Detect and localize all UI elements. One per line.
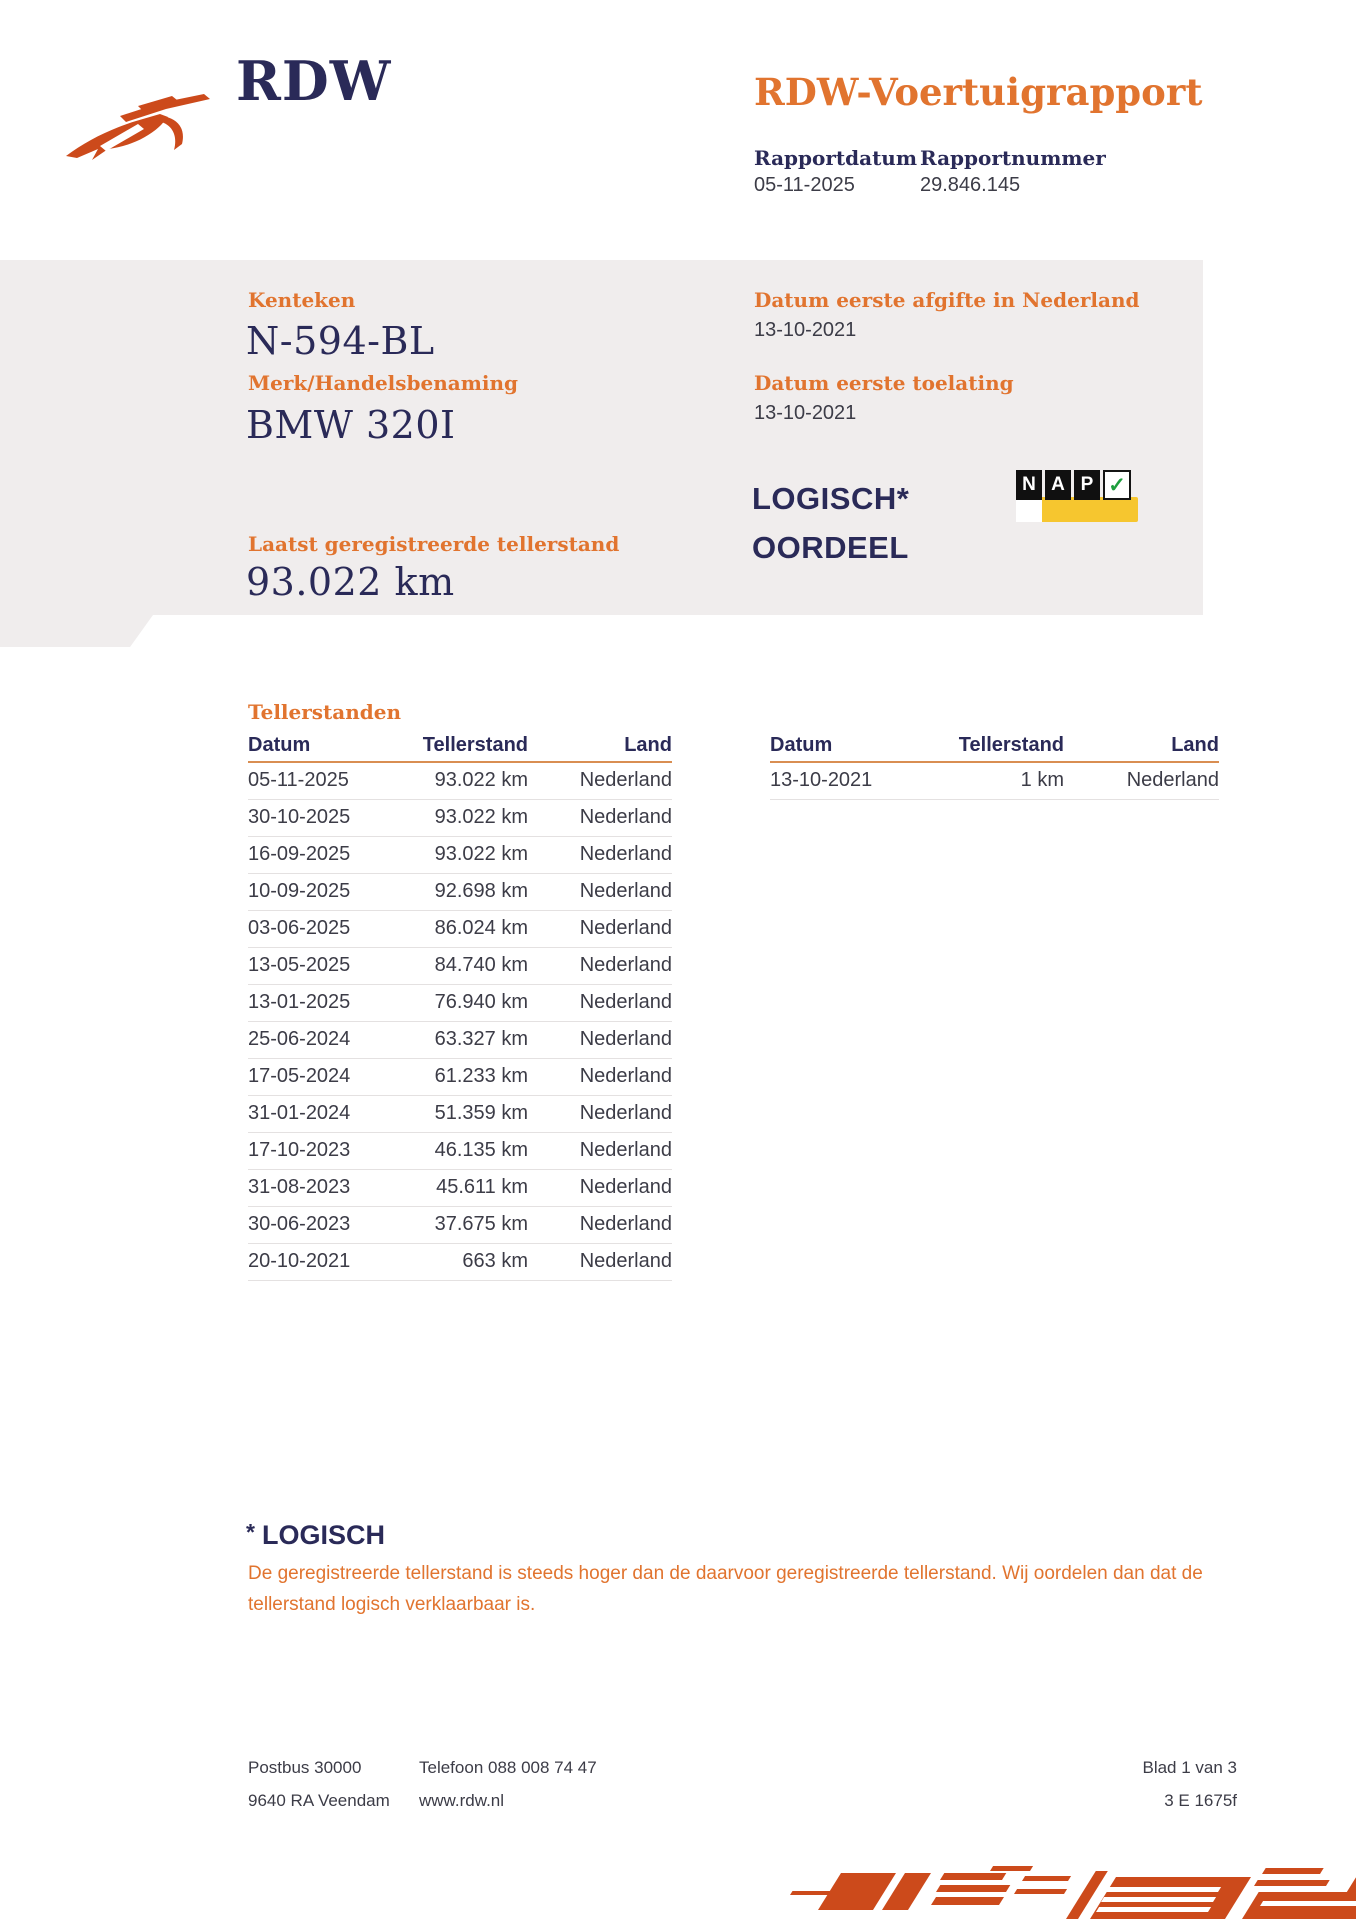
footer-doc-code: 3 E 1675f	[1164, 1791, 1237, 1810]
cell-tellerstand: 61.233 km	[434, 1065, 528, 1087]
table-row	[248, 1244, 672, 1281]
table-row	[770, 763, 1219, 800]
cell-tellerstand: 663 km	[462, 1250, 528, 1272]
table-row	[248, 911, 672, 948]
nap-letter-p: P	[1074, 470, 1100, 500]
kenteken-label: Kenteken	[248, 288, 356, 312]
table-row	[248, 763, 672, 800]
summary-panel-corner	[0, 615, 153, 647]
cell-datum: 13-05-2025	[248, 954, 351, 976]
cell-land: Nederland	[579, 1250, 672, 1272]
cell-land: Nederland	[579, 1176, 672, 1198]
cell-land: Nederland	[579, 806, 672, 828]
cell-land: Nederland	[579, 1213, 672, 1235]
footer-website: www.rdw.nl	[419, 1791, 505, 1810]
footer-address	[248, 1758, 390, 1811]
footer-postbus: Postbus 30000	[248, 1758, 362, 1777]
cell-tellerstand: 1 km	[1020, 769, 1064, 791]
cell-land: Nederland	[579, 880, 672, 902]
merk-value: BMW 320I	[246, 403, 456, 447]
table-row	[248, 1170, 672, 1207]
cell-land: Nederland	[579, 917, 672, 939]
verdict-asterisk: *	[246, 1519, 255, 1545]
cell-tellerstand: 46.135 km	[434, 1139, 528, 1161]
table-row	[248, 1022, 672, 1059]
cell-datum: 31-08-2023	[248, 1176, 351, 1198]
afgifte-value: 13-10-2021	[754, 319, 857, 341]
cell-datum: 25-06-2024	[248, 1028, 351, 1050]
column-header-tellerstand: Tellerstand	[422, 734, 528, 756]
column-header-land: Land	[1171, 734, 1219, 756]
nap-logo	[1016, 470, 1146, 524]
report-date-value: 05-11-2025	[754, 174, 855, 196]
cell-land: Nederland	[579, 991, 672, 1013]
cell-datum: 05-11-2025	[248, 769, 349, 791]
table-row	[248, 948, 672, 985]
cell-land: Nederland	[579, 1028, 672, 1050]
summary-panel	[0, 260, 1203, 615]
column-header-datum: Datum	[248, 734, 311, 756]
oordeel-line1: LOGISCH*	[752, 481, 910, 516]
column-header-datum: Datum	[770, 734, 833, 756]
footer-page-info	[1142, 1758, 1237, 1811]
table-row	[248, 1059, 672, 1096]
table-header-row	[248, 733, 672, 763]
bottom-stripes-graphic	[790, 1860, 1356, 1919]
cell-tellerstand: 37.675 km	[434, 1213, 528, 1235]
cell-tellerstand: 76.940 km	[434, 991, 528, 1013]
cell-datum: 10-09-2025	[248, 880, 351, 902]
footer-city: 9640 RA Veendam	[248, 1791, 390, 1810]
column-header-land: Land	[624, 734, 672, 756]
toelating-value: 13-10-2021	[754, 402, 857, 424]
nap-checkmark-icon: ✓	[1103, 470, 1131, 500]
table-row	[248, 1207, 672, 1244]
cell-tellerstand: 92.698 km	[434, 880, 528, 902]
kenteken-value: N-594-BL	[246, 319, 435, 363]
cell-land: Nederland	[579, 954, 672, 976]
cell-datum: 30-10-2025	[248, 806, 351, 828]
afgifte-label: Datum eerste afgifte in Nederland	[754, 288, 1140, 312]
cell-datum: 13-01-2025	[248, 991, 351, 1013]
tellerstanden-table-left	[248, 733, 672, 1281]
cell-land: Nederland	[579, 769, 672, 791]
nap-letter-n: N	[1016, 470, 1042, 500]
tellerstand-label: Laatst geregistreerde tellerstand	[248, 532, 620, 556]
cell-tellerstand: 63.327 km	[434, 1028, 528, 1050]
cell-land: Nederland	[1126, 769, 1219, 791]
merk-label: Merk/Handelsbenaming	[248, 371, 519, 395]
verdict-heading-text: LOGISCH	[261, 1520, 385, 1550]
table-row	[248, 800, 672, 837]
cell-datum: 17-05-2024	[248, 1065, 351, 1087]
oordeel-line2: OORDEEL	[752, 530, 909, 565]
column-header-tellerstand: Tellerstand	[958, 734, 1064, 756]
cell-tellerstand: 51.359 km	[434, 1102, 528, 1124]
rdw-wing-icon	[64, 86, 214, 168]
tellerstanden-table-right	[770, 733, 1219, 800]
tellerstanden-section-title: Tellerstanden	[248, 700, 402, 724]
table-row	[248, 985, 672, 1022]
nap-letter-a: A	[1045, 470, 1071, 500]
footer-phone: Telefoon 088 008 74 47	[419, 1758, 597, 1777]
table-row	[248, 1096, 672, 1133]
cell-tellerstand: 84.740 km	[434, 954, 528, 976]
tellerstand-value: 93.022 km	[246, 560, 455, 604]
cell-tellerstand: 45.611 km	[436, 1176, 528, 1198]
table-row	[248, 837, 672, 874]
report-number-label: Rapportnummer	[920, 146, 1106, 170]
cell-land: Nederland	[579, 1102, 672, 1124]
toelating-label: Datum eerste toelating	[754, 371, 1014, 395]
rdw-logo-text: RDW	[236, 49, 392, 113]
page-title: RDW-Voertuigrapport	[754, 70, 1203, 114]
cell-land: Nederland	[579, 1139, 672, 1161]
cell-datum: 03-06-2025	[248, 917, 351, 939]
cell-datum: 30-06-2023	[248, 1213, 351, 1235]
cell-tellerstand: 93.022 km	[434, 769, 528, 791]
cell-datum: 13-10-2021	[770, 769, 873, 791]
table-header-row	[770, 733, 1219, 763]
cell-tellerstand: 93.022 km	[434, 806, 528, 828]
cell-datum: 16-09-2025	[248, 843, 351, 865]
cell-land: Nederland	[579, 1065, 672, 1087]
table-row	[248, 874, 672, 911]
oordeel-verdict	[752, 474, 909, 572]
nap-white-notch	[1016, 500, 1042, 522]
cell-datum: 17-10-2023	[248, 1139, 351, 1161]
cell-datum: 20-10-2021	[248, 1250, 351, 1272]
table-row	[248, 1133, 672, 1170]
cell-land: Nederland	[579, 843, 672, 865]
cell-datum: 31-01-2024	[248, 1102, 351, 1124]
footer-contact	[419, 1758, 597, 1811]
verdict-heading	[246, 1516, 385, 1551]
report-number-value: 29.846.145	[920, 174, 1021, 196]
verdict-body-text: De geregistreerde tellerstand is steeds hoger dan de daarvoor geregistreerde tellerstand. Wij oordelen dan dat de tellerstand logisch verklaarbaar is.	[248, 1563, 1203, 1615]
report-date-label: Rapportdatum	[754, 146, 918, 170]
cell-tellerstand: 86.024 km	[434, 917, 528, 939]
footer-page-number: Blad 1 van 3	[1142, 1758, 1237, 1777]
cell-tellerstand: 93.022 km	[434, 843, 528, 865]
